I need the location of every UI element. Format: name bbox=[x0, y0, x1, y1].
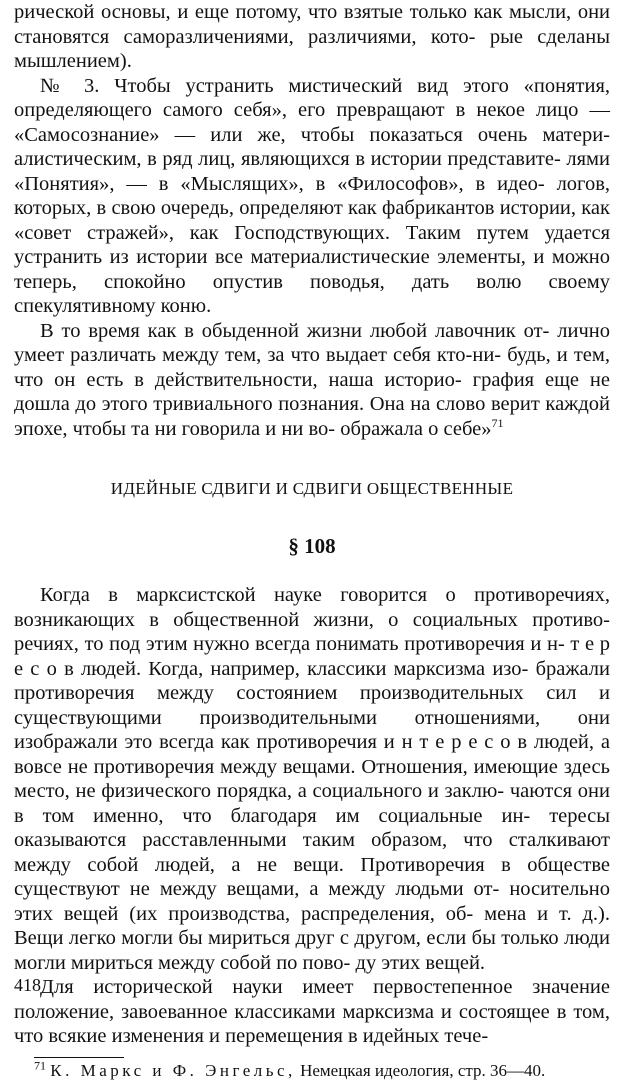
text-line: возникающих в общественной жизни, о социальных противо- bbox=[14, 608, 610, 631]
text-line: определяющего самого себя», его превращают в некое лицо — bbox=[14, 99, 610, 121]
text-line: если бы только люди могли мириться между собой по пово- bbox=[14, 927, 610, 974]
paragraph-quote-end bbox=[14, 319, 610, 442]
text-line: тересы оказываются расставленными таким образом, что bbox=[14, 804, 611, 851]
text-line: истории, как «совет стражей», как Господствующих. Таким bbox=[14, 197, 610, 244]
text-line: носительно этих вещей (их производства, распределения, об- bbox=[14, 878, 610, 925]
text-line: сил и существующими производительными отношениями, они bbox=[14, 682, 610, 729]
bottom-text bbox=[14, 583, 610, 1049]
text-line: № 3. Чтобы устранить мистический вид этого «понятия, bbox=[40, 74, 610, 97]
text-line: а вовсе не противоречия между вещами. Отношения, имеющие bbox=[14, 731, 611, 778]
footnote-number: 71 bbox=[34, 1057, 46, 1072]
text-line: мысли, они становятся саморазличениями, различиями, кото- bbox=[14, 1, 611, 48]
text-line: положение, завоеванное классиками марксизма и состоящее bbox=[14, 1000, 550, 1023]
footnote-divider bbox=[34, 1057, 124, 1058]
text-line: здесь место, не физического порядка, а социального и заклю- bbox=[14, 755, 610, 802]
footnote-reference[interactable]: 71 bbox=[491, 415, 504, 430]
text-line: речиях, то под этим нужно всегда понимать противоречия и н- bbox=[14, 633, 565, 655]
top-text bbox=[14, 0, 610, 441]
footnote-author: К. Маркс и Ф. Энгельс, bbox=[50, 1060, 296, 1080]
section-number: § 108 bbox=[288, 534, 336, 558]
page-number: 418 bbox=[14, 975, 41, 995]
text-line: рые сделаны мышлением). bbox=[14, 25, 610, 72]
text-line: путем удается устранить из истории все материалистические bbox=[14, 221, 610, 268]
text-line: ображала о себе» bbox=[340, 417, 492, 440]
text-line: лично умеет различать между тем, за что выдает себя кто-ни- bbox=[14, 319, 610, 366]
footnote-text: Немецкая идеология, стр. 36—40. bbox=[300, 1060, 546, 1080]
paragraph-section-108 bbox=[14, 583, 610, 975]
text-line: т е р е с о в людей. Когда, например, классики марксизма изо- bbox=[14, 633, 610, 680]
text-line: логов, которых, в свою очередь, определяют как фабрикантов bbox=[14, 172, 611, 219]
text-line: ду этих вещей. bbox=[355, 951, 486, 974]
text-line: чаются они в том именно, что благодаря им социальные ин- bbox=[14, 780, 610, 827]
text-line: на слово верит каждой эпохе, чтобы та ни говорила и ни во- bbox=[14, 393, 610, 440]
text-line: лями «Понятия», — в «Мыслящих», в «Философов», в идео- bbox=[14, 148, 610, 195]
paragraph-continuation bbox=[14, 0, 610, 74]
chapter-heading: ИДЕЙНЫЕ СДВИГИ И СДВИГИ ОБЩЕСТВЕННЫЕ bbox=[110, 479, 514, 498]
text-line: графия еще не дошла до этого тривиального познания. Она bbox=[14, 368, 611, 415]
text-line: элементы, и можно теперь, спокойно опустив поводья, дать bbox=[14, 246, 611, 293]
text-line: Когда в марксистской науке говорится о противоречиях, bbox=[40, 584, 610, 606]
text-line: будь, и тем, что он есть в действительности, наша историо- bbox=[14, 344, 610, 391]
text-line: сталкивают между собой людей, а не вещи. Противоречия в bbox=[14, 829, 610, 876]
text-line: изображали это всегда как противоречия и н т е р е с о в людей, bbox=[14, 731, 595, 753]
text-line: рической основы, и еще потому, что взятые только как bbox=[14, 1, 503, 23]
text-line: алистическим, в ряд лиц, являющихся в истории представите- bbox=[14, 148, 561, 170]
text-line: В то время как в обыденной жизни любой лавочник от- bbox=[40, 319, 550, 342]
text-line: «Самосознание» — или же, чтобы показаться очень матери- bbox=[14, 123, 610, 146]
text-line: бражали противоречия между состоянием производительных bbox=[14, 657, 611, 704]
paragraph-no3 bbox=[14, 74, 610, 319]
text-line: обществе существуют не между вещами, а между людьми от- bbox=[14, 853, 611, 900]
text-line: Для исторической науки имеет первостепенное значение bbox=[40, 976, 610, 998]
text-line: в том, что всякие изменения и перемещения в идейных тече- bbox=[14, 1000, 611, 1047]
text-line: волю своему спекулятивному коню. bbox=[14, 270, 610, 317]
footnote bbox=[14, 1057, 610, 1082]
text-line: мена и т. д.). Вещи легко могли бы мириться друг с другом, bbox=[14, 902, 610, 949]
paragraph-historical-science bbox=[14, 975, 610, 1049]
